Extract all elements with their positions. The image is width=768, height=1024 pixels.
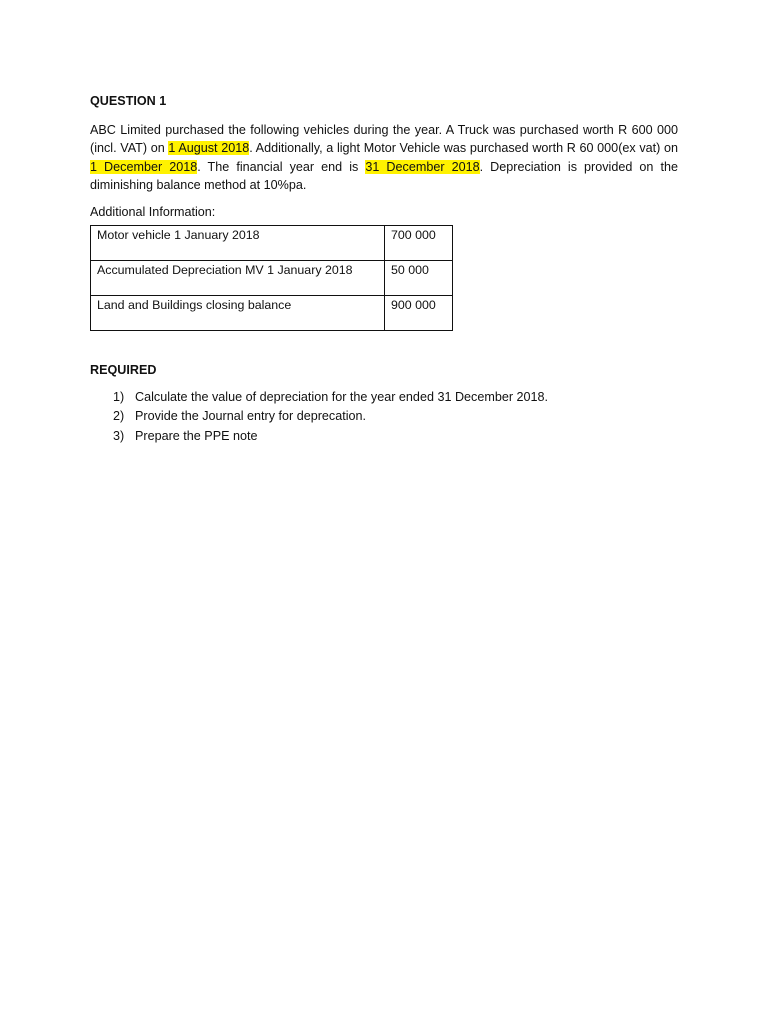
list-item-text: Prepare the PPE note [135,428,258,443]
highlight-date-3: 31 December 2018 [365,159,480,174]
list-item-number: 3) [113,428,125,443]
list-item-number: 1) [113,389,125,404]
document-content [90,92,678,446]
table-row [91,296,453,331]
list-item [113,427,678,446]
paragraph-text-1: ABC Limited purchased the following vehicles during the year. A Truck was purchased worth R 600 000 (incl. VAT) on [90,122,678,155]
list-item-text: Calculate the value of depreciation for the year ended 31 December 2018. [135,389,549,404]
paragraph-text-2: . Additionally, a light Motor Vehicle was purchased worth R 60 000(ex vat) on [249,141,678,155]
list-item-text: Provide the Journal entry for deprecation. [135,409,367,423]
question-paragraph [90,121,678,195]
table-cell-value: 700 000 [385,226,453,261]
list-item-number: 2) [113,409,125,423]
additional-info-table [90,225,453,331]
table-row [91,261,453,296]
list-item [113,388,678,407]
table-cell-value: 50 000 [385,261,453,296]
required-list [90,388,678,446]
table-cell-label: Motor vehicle 1 January 2018 [91,226,385,261]
list-item [113,407,678,426]
table-cell-value: 900 000 [385,296,453,331]
required-heading: REQUIRED [90,363,157,377]
table-cell-label: Accumulated Depreciation MV 1 January 2018 [91,261,385,296]
paragraph-text-4: . Depreciation is provided on the diminishing balance method at 10%pa. [90,159,678,192]
highlight-date-1: 1 August 2018 [168,141,250,155]
paragraph-text-3: . The financial year end is [197,159,366,174]
highlight-date-2: 1 December 2018 [90,159,198,174]
table-cell-label: Land and Buildings closing balance [91,296,385,331]
question-title: QUESTION 1 [90,94,167,108]
additional-info-heading: Additional Information: [90,204,216,219]
table-row [91,226,453,261]
